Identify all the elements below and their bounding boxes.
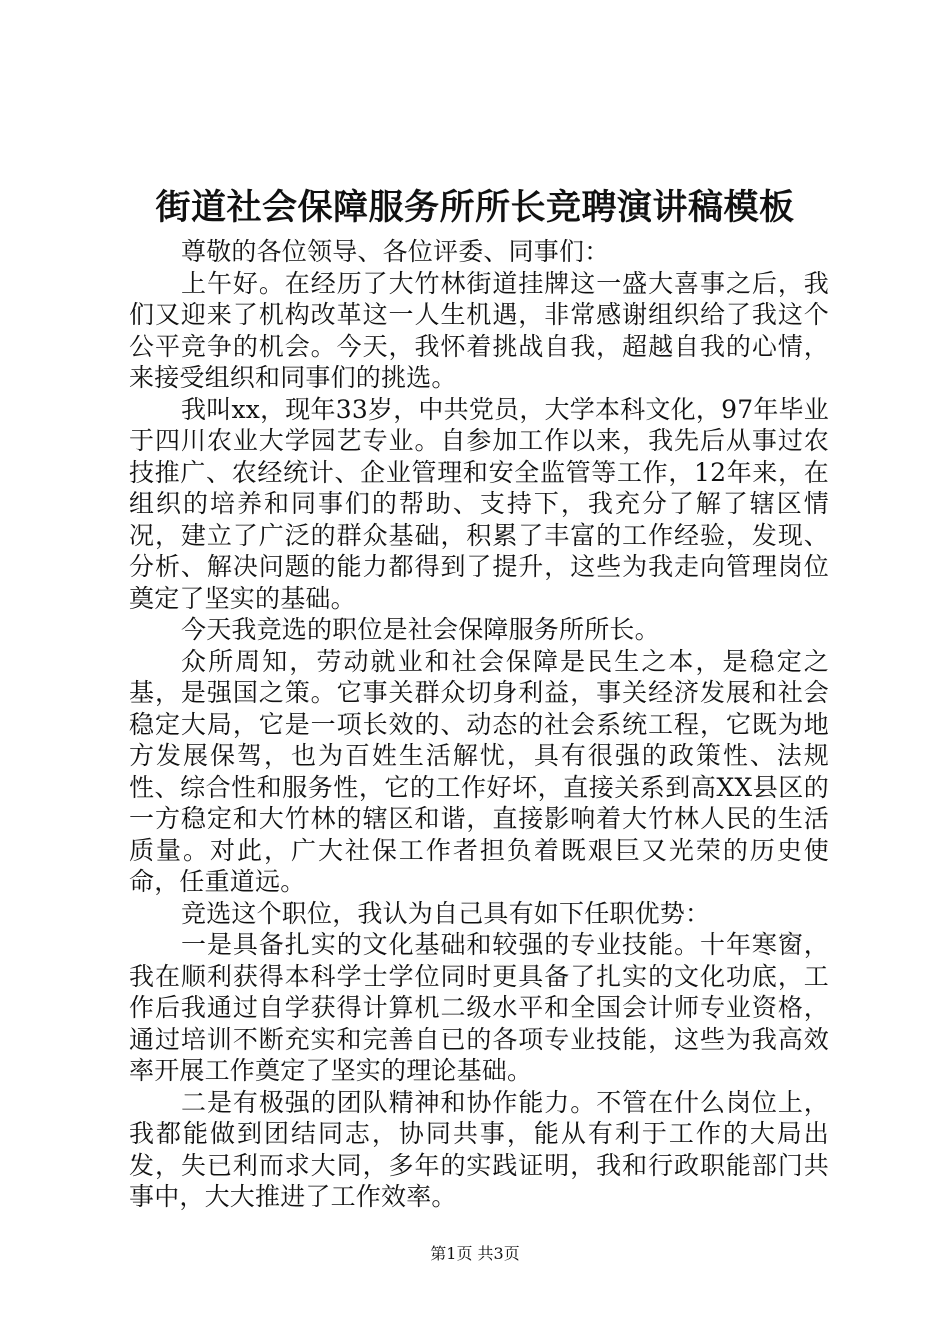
document-title: 街道社会保障服务所所长竞聘演讲稿模板 [155,187,795,228]
paragraph-greeting: 上午好。在经历了大竹林街道挂牌这一盛大喜事之后，我们又迎来了机构改革这一人生机遇，非常感谢组织给了我这个公平竞争的机会。今天，我怀着挑战自我，超越自我的心情，来接受组织和同事们的挑选。 [129,268,829,392]
paragraph-position: 今天我竞选的职位是社会保障服务所所长。 [181,615,660,644]
paragraph-social-security: 众所周知，劳动就业和社会保障是民生之本，是稳定之基，是强国之策。它事关群众切身利益，事关经济发展和社会稳定大局，它是一项长效的、动态的社会系统工程，它既为地方发展保驾，也为百姓生活解忧，具有很强的政策性、法规性、综合性和服务性，它的工作好坏，直接关系到高XX县区的一方稳定和大竹林的辖区和谐，直接影响着大竹林人民的生活质量。对此，广大社保工作者担负着既艰巨又光荣的历史使命，任重道远。 [129,646,829,896]
paragraph-advantage-one: 一是具备扎实的文化基础和较强的专业技能。十年寒窗，我在顺利获得本科学士学位同时更具备了扎实的文化功底，工作后我通过自学获得计算机二级水平和全国会计师专业资格，通过培训不断充实和完善自已的各项专业技能，这些为我高效率开展工作奠定了坚实的理论基础。 [129,930,829,1085]
paragraph-advantage-two: 二是有极强的团队精神和协作能力。不管在什么岗位上，我都能做到团结同志，协同共事，能从有利于工作的大局出发，失已利而求大同，多年的实践证明，我和行政职能部门共事中，大大推进了工作效率。 [129,1087,829,1211]
paragraph-salutation: 尊敬的各位领导、各位评委、同事们： [181,237,610,266]
paragraph-advantages-intro: 竞选这个职位，我认为自己具有如下任职优势： [181,898,711,928]
document-body [129,236,829,1213]
page-footer: 第1页 共3页 [430,1244,520,1263]
paragraph-self-introduction: 我叫xx，现年33岁，中共党员，大学本科文化，97年毕业于四川农业大学园艺专业。自参加工作以来，我先后从事过农技推广、农经统计、企业管理和安全监管等工作，12年来，在组织的培养和同事们的帮助、支持下，我充分了解了辖区情况，建立了广泛的群众基础，积累了丰富的工作经验，发现、分析、解决问题的能力都得到了提升，这些为我走向管理岗位奠定了坚实的基础。 [129,394,829,613]
